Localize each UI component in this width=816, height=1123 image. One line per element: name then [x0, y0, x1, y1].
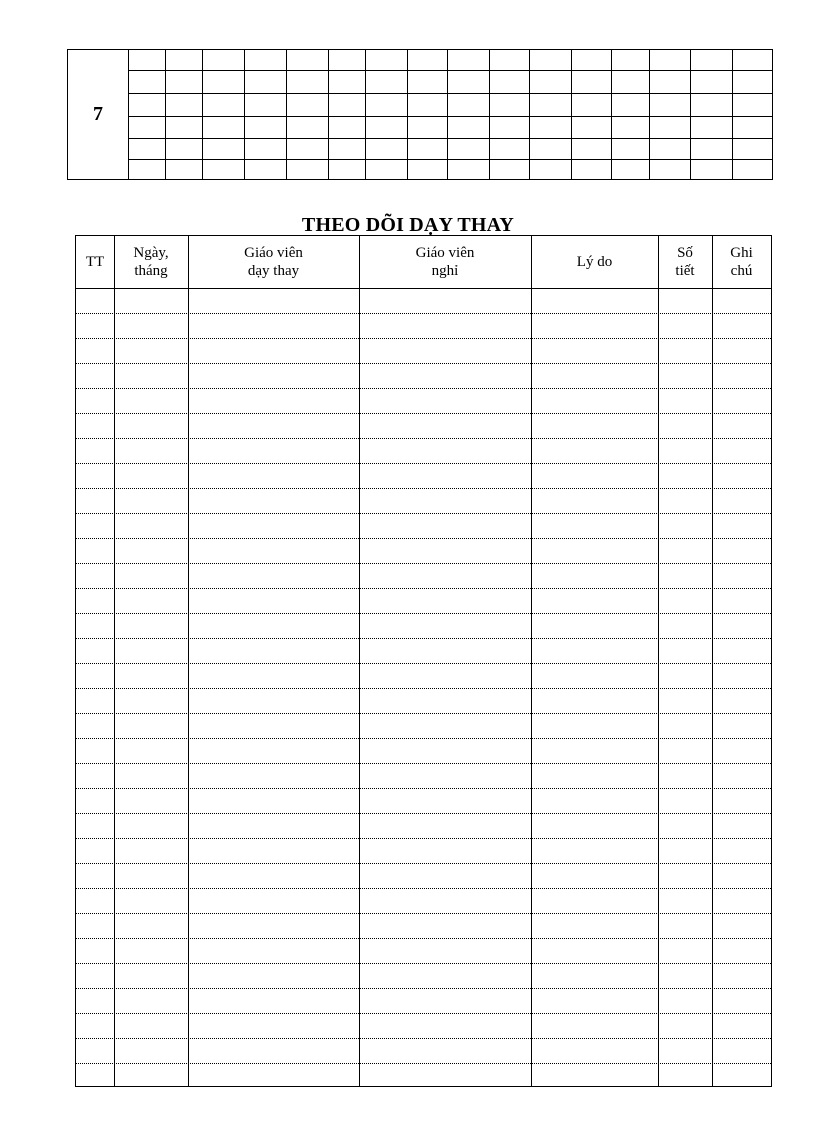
grid-row-line [129, 138, 772, 139]
header-line-2: chú [730, 263, 753, 279]
header-line-2: tiết [675, 263, 695, 279]
table-row [76, 463, 771, 464]
table-row [76, 338, 771, 339]
grid-col-line [772, 50, 773, 179]
header-line-2: tháng [134, 263, 168, 279]
table-row [76, 563, 771, 564]
header-absent-teacher [359, 236, 531, 288]
header-divider [76, 288, 771, 289]
table-row [76, 638, 771, 639]
header-line-2: nghỉ [431, 263, 459, 279]
table-row [76, 938, 771, 939]
table-row [76, 1063, 771, 1064]
header-line-1: Giáo viên [244, 245, 303, 261]
header-tt [76, 236, 114, 288]
header-reason [531, 236, 658, 288]
table-row [76, 413, 771, 414]
table-row [76, 388, 771, 389]
table-row [76, 1038, 771, 1039]
grid-col-line [489, 50, 490, 179]
grid-col-line [286, 50, 287, 179]
table-row [76, 888, 771, 889]
grid-col-line [328, 50, 329, 179]
table-row [76, 963, 771, 964]
header-line-1: Giáo viên [415, 245, 475, 261]
table-row [76, 488, 771, 489]
table-row [76, 713, 771, 714]
header-substitute-teacher [188, 236, 359, 288]
table-row [76, 813, 771, 814]
header-line-1: Ghi [730, 245, 753, 261]
top-grid-table [67, 49, 773, 180]
grid-col-line [690, 50, 691, 179]
table-row [76, 763, 771, 764]
table-row [76, 788, 771, 789]
grid-col-line [732, 50, 733, 179]
grid-col-line [649, 50, 650, 179]
table-row [76, 738, 771, 739]
grid-col-line [407, 50, 408, 179]
table-row [76, 313, 771, 314]
grid-col-line [244, 50, 245, 179]
table-row [76, 438, 771, 439]
section-title: THEO DÕI DẠY THAY [301, 214, 515, 236]
header-line-1: Số [677, 245, 693, 261]
grid-cells [129, 50, 772, 179]
header-line-1: Lý do [576, 254, 613, 270]
grid-col-line [202, 50, 203, 179]
table-row [76, 588, 771, 589]
substitute-log-table [75, 235, 772, 1087]
grid-row-line [129, 93, 772, 94]
table-row [76, 988, 771, 989]
grid-row-line [129, 159, 772, 160]
table-row [76, 663, 771, 664]
grid-col-line [529, 50, 530, 179]
grid-row-line [129, 116, 772, 117]
header-line-1: TT [85, 254, 105, 270]
header-notes [712, 236, 771, 288]
grid-col-line [447, 50, 448, 179]
header-line-1: Ngày, [133, 245, 169, 261]
grid-row-line [129, 70, 772, 71]
table-row [76, 688, 771, 689]
grid-col-line [365, 50, 366, 179]
row-number: 7 [68, 50, 129, 179]
grid-col-line [611, 50, 612, 179]
table-row [76, 513, 771, 514]
header-line-2: dạy thay [247, 263, 300, 279]
grid-col-line [165, 50, 166, 179]
table-row [76, 863, 771, 864]
table-row [76, 1013, 771, 1014]
table-row [76, 913, 771, 914]
table-row [76, 838, 771, 839]
table-row [76, 538, 771, 539]
header-periods [658, 236, 712, 288]
grid-col-line [571, 50, 572, 179]
table-row [76, 363, 771, 364]
header-date [114, 236, 188, 288]
table-row [76, 613, 771, 614]
